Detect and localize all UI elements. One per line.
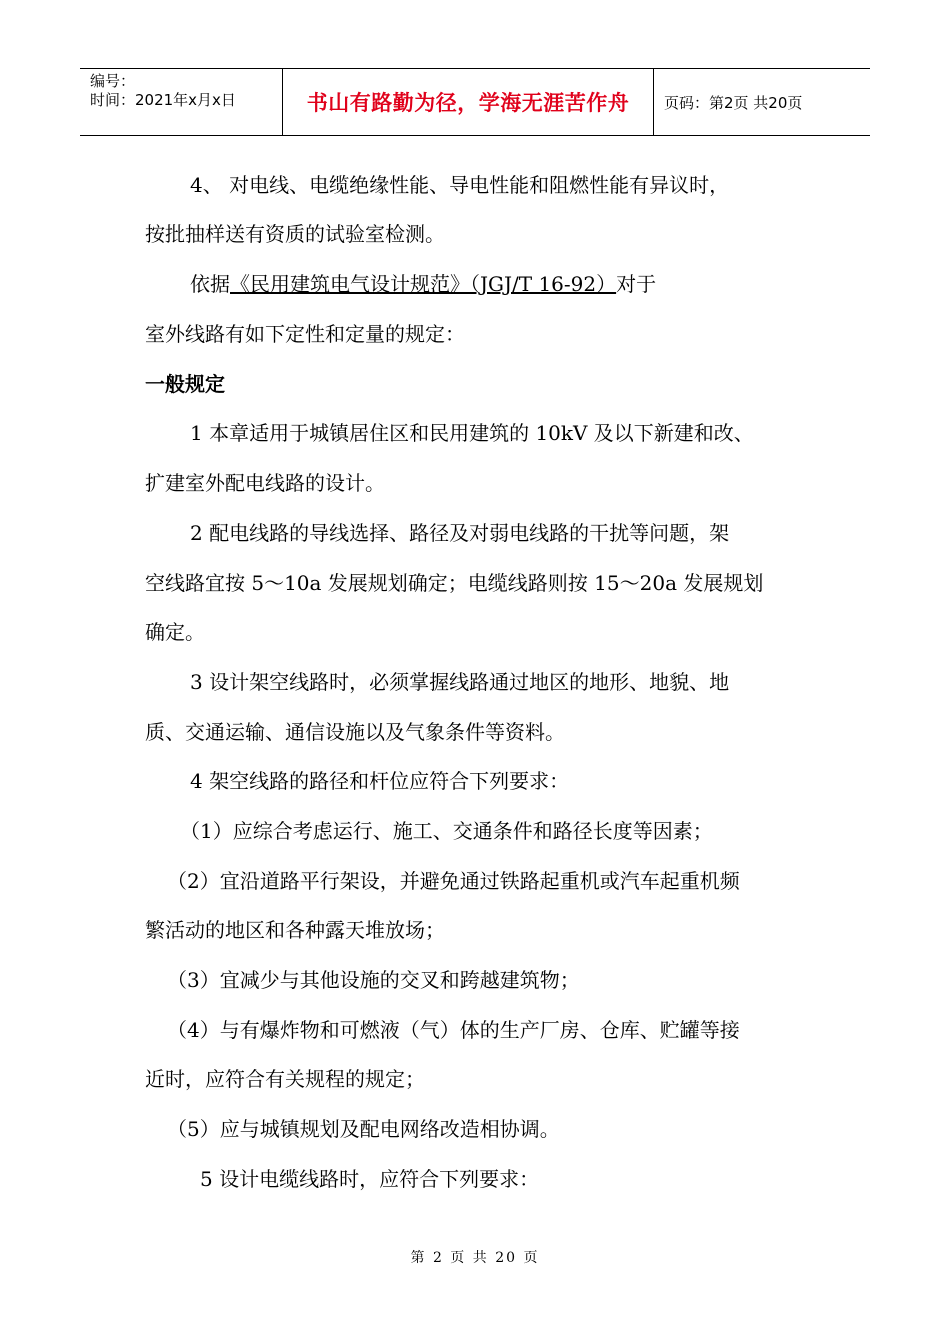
item4-line2: 按批抽样送有资质的试验室检测。	[145, 222, 445, 246]
header-page-number: 页码：第2页 共20页	[664, 93, 803, 112]
p4-item4-line1: （4）与有爆炸物和可燃液（气）体的生产厂房、仓库、贮罐等接	[167, 1018, 740, 1042]
page-footer: 第 2 页 共 20 页	[410, 1250, 540, 1266]
item4-line1: 4、 对电线、电缆绝缘性能、导电性能和阻燃性能有异议时，	[190, 173, 730, 197]
basis-prefix: 依据	[190, 272, 230, 296]
p4-item3: （3）宜减少与其他设施的交叉和跨越建筑物；	[167, 968, 580, 992]
p4-item5: （5）应与城镇规划及配电网络改造相协调。	[167, 1117, 560, 1141]
p2-line3: 确定。	[145, 620, 205, 644]
p5-line1: 5 设计电缆线路时，应符合下列要求：	[200, 1167, 540, 1191]
p4-line1: 4 架空线路的路径和杆位应符合下列要求：	[190, 769, 570, 793]
p2-line1: 2 配电线路的导线选择、路径及对弱电线路的干扰等问题，架	[190, 521, 730, 545]
p4-item2-line2: 繁活动的地区和各种露天堆放场；	[145, 918, 445, 942]
p4-item2-line1: （2）宜沿道路平行架设，并避免通过铁路起重机或汽车起重机频	[167, 869, 740, 893]
p1-line2: 扩建室外配电线路的设计。	[145, 471, 385, 495]
p3-line1: 3 设计架空线路时，必须掌握线路通过地区的地形、地貌、地	[190, 670, 730, 694]
header-meta	[80, 69, 282, 135]
p3-line2: 质、交通运输、通信设施以及气象条件等资料。	[145, 720, 565, 744]
doc-date-label: 时间：2021年x月x日	[90, 91, 236, 109]
header-motto: 书山有路勤为径，学海无涯苦作舟	[282, 69, 654, 135]
p4-item4-line2: 近时，应符合有关规程的规定；	[145, 1067, 425, 1091]
p4-item1: （1）应综合考虑运行、施工、交通条件和路径长度等因素；	[180, 819, 713, 843]
basis-line2: 室外线路有如下定性和定量的规定：	[145, 322, 465, 346]
document-header	[80, 68, 870, 136]
section-title: 一般规定	[145, 372, 225, 396]
standard-reference: 《民用建筑电气设计规范》（JGJ/T 16-92）	[230, 272, 617, 296]
basis-suffix: 对于	[616, 272, 657, 296]
basis-line1	[190, 271, 656, 297]
p2-line2: 空线路宜按 5～10a 发展规划确定；电缆线路则按 15～20a 发展规划	[145, 571, 764, 595]
doc-number-label: 编号：	[90, 72, 136, 90]
p1-line1: 1 本章适用于城镇居住区和民用建筑的 10kV 及以下新建和改、	[190, 421, 754, 445]
